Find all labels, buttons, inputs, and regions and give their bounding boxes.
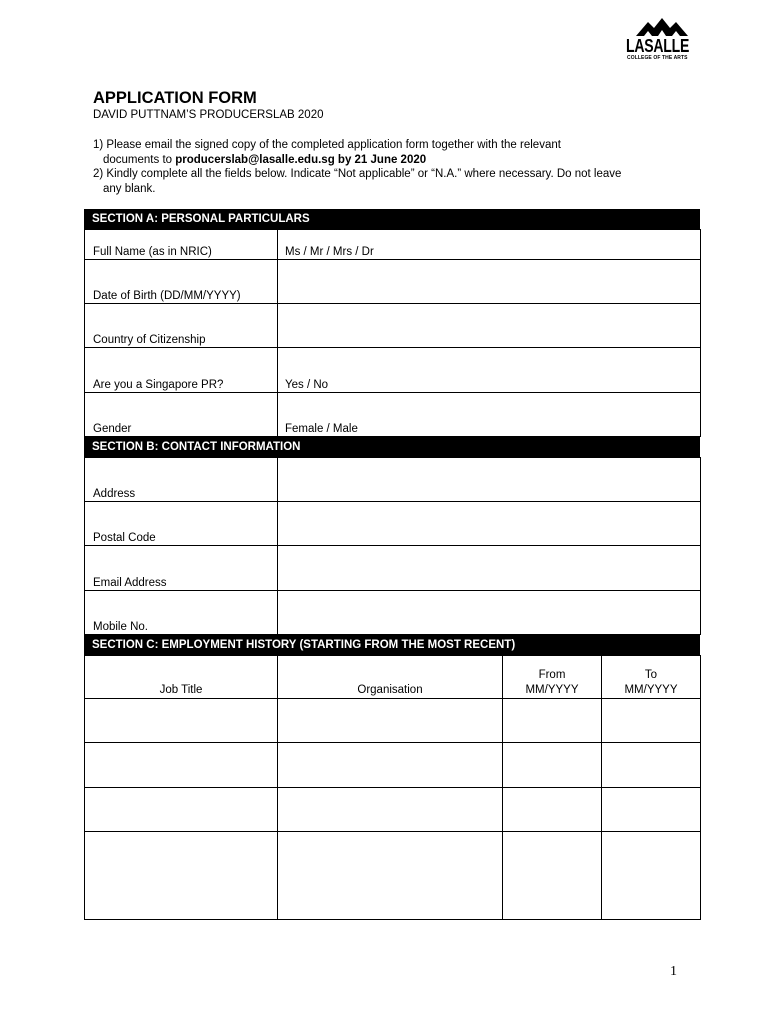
job-title-field[interactable] xyxy=(85,832,278,920)
table-row xyxy=(85,788,701,832)
singapore-pr-label: Are you a Singapore PR? xyxy=(85,348,278,393)
mobile-no-field[interactable] xyxy=(278,591,701,635)
table-row xyxy=(85,699,701,743)
to-column-header xyxy=(602,656,701,699)
table-row xyxy=(85,546,701,591)
from-column-header xyxy=(503,656,602,699)
address-label: Address xyxy=(85,458,278,502)
job-title-field[interactable] xyxy=(85,788,278,832)
postal-code-field[interactable] xyxy=(278,502,701,546)
instruction-1-prefix: documents to xyxy=(103,153,176,166)
to-format: MM/YYYY xyxy=(624,683,678,696)
page-subtitle: DAVID PUTTNAM’S PRODUCERSLAB 2020 xyxy=(93,109,324,121)
address-field[interactable] xyxy=(278,458,701,502)
submission-email-deadline: producerslab@lasalle.edu.sg by 21 June 2020 xyxy=(175,153,427,166)
from-date-field[interactable] xyxy=(503,832,602,920)
instruction-1-continuation xyxy=(93,153,561,168)
table-row xyxy=(85,832,701,920)
organisation-field[interactable] xyxy=(278,699,503,743)
to-date-field[interactable] xyxy=(602,743,701,788)
instruction-1 xyxy=(93,138,561,167)
mountain-logo-icon xyxy=(636,18,688,36)
table-row xyxy=(85,591,701,635)
from-date-field[interactable] xyxy=(503,699,602,743)
organisation-column-header: Organisation xyxy=(278,656,503,699)
table-row xyxy=(85,458,701,502)
logo-wordmark: LASALLE xyxy=(626,36,690,56)
full-name-field[interactable]: Ms / Mr / Mrs / Dr xyxy=(278,230,701,260)
table-row xyxy=(85,348,701,393)
table-row xyxy=(85,230,701,260)
dob-label: Date of Birth (DD/MM/YYYY) xyxy=(85,260,278,304)
section-c-header: SECTION C: EMPLOYMENT HISTORY (STARTING FROM THE MOST RECENT) xyxy=(84,635,700,655)
dob-field[interactable] xyxy=(278,260,701,304)
instruction-2-continuation: any blank. xyxy=(103,182,156,195)
citizenship-label: Country of Citizenship xyxy=(85,304,278,348)
employment-header-row xyxy=(85,656,701,699)
email-address-label: Email Address xyxy=(85,546,278,591)
job-title-column-header: Job Title xyxy=(85,656,278,699)
to-date-field[interactable] xyxy=(602,788,701,832)
to-date-field[interactable] xyxy=(602,832,701,920)
logo-subtitle: COLLEGE OF THE ARTS xyxy=(627,55,688,61)
from-format: MM/YYYY xyxy=(525,683,579,696)
organisation-field[interactable] xyxy=(278,832,503,920)
job-title-field[interactable] xyxy=(85,699,278,743)
citizenship-field[interactable] xyxy=(278,304,701,348)
from-date-field[interactable] xyxy=(503,788,602,832)
to-date-field[interactable] xyxy=(602,699,701,743)
section-b-table xyxy=(84,457,701,635)
email-address-field[interactable] xyxy=(278,546,701,591)
gender-label: Gender xyxy=(85,393,278,437)
organisation-field[interactable] xyxy=(278,788,503,832)
section-a-table xyxy=(84,229,701,437)
section-b-header: SECTION B: CONTACT INFORMATION xyxy=(84,437,700,457)
employment-history-table xyxy=(84,655,701,920)
postal-code-label: Postal Code xyxy=(85,502,278,546)
table-row xyxy=(85,743,701,788)
page-title: APPLICATION FORM xyxy=(93,89,257,107)
full-name-label: Full Name (as in NRIC) xyxy=(85,230,278,260)
table-row xyxy=(85,304,701,348)
lasalle-logo xyxy=(626,18,694,64)
singapore-pr-field[interactable]: Yes / No xyxy=(278,348,701,393)
instruction-1-line: 1) Please email the signed copy of the completed application form together with the relevant xyxy=(93,139,561,151)
instruction-2-line: 2) Kindly complete all the fields below. Indicate “Not applicable” or “N.A.” where necessary. Do not leave xyxy=(93,168,622,180)
table-row xyxy=(85,502,701,546)
page-number: 1 xyxy=(670,964,677,979)
from-label: From xyxy=(538,669,566,681)
gender-field[interactable]: Female / Male xyxy=(278,393,701,437)
section-a-header: SECTION A: PERSONAL PARTICULARS xyxy=(84,209,700,229)
job-title-field[interactable] xyxy=(85,743,278,788)
organisation-field[interactable] xyxy=(278,743,503,788)
instruction-2 xyxy=(93,167,621,196)
from-date-field[interactable] xyxy=(503,743,602,788)
mobile-no-label: Mobile No. xyxy=(85,591,278,635)
table-row xyxy=(85,393,701,437)
to-label: To xyxy=(644,669,658,681)
table-row xyxy=(85,260,701,304)
